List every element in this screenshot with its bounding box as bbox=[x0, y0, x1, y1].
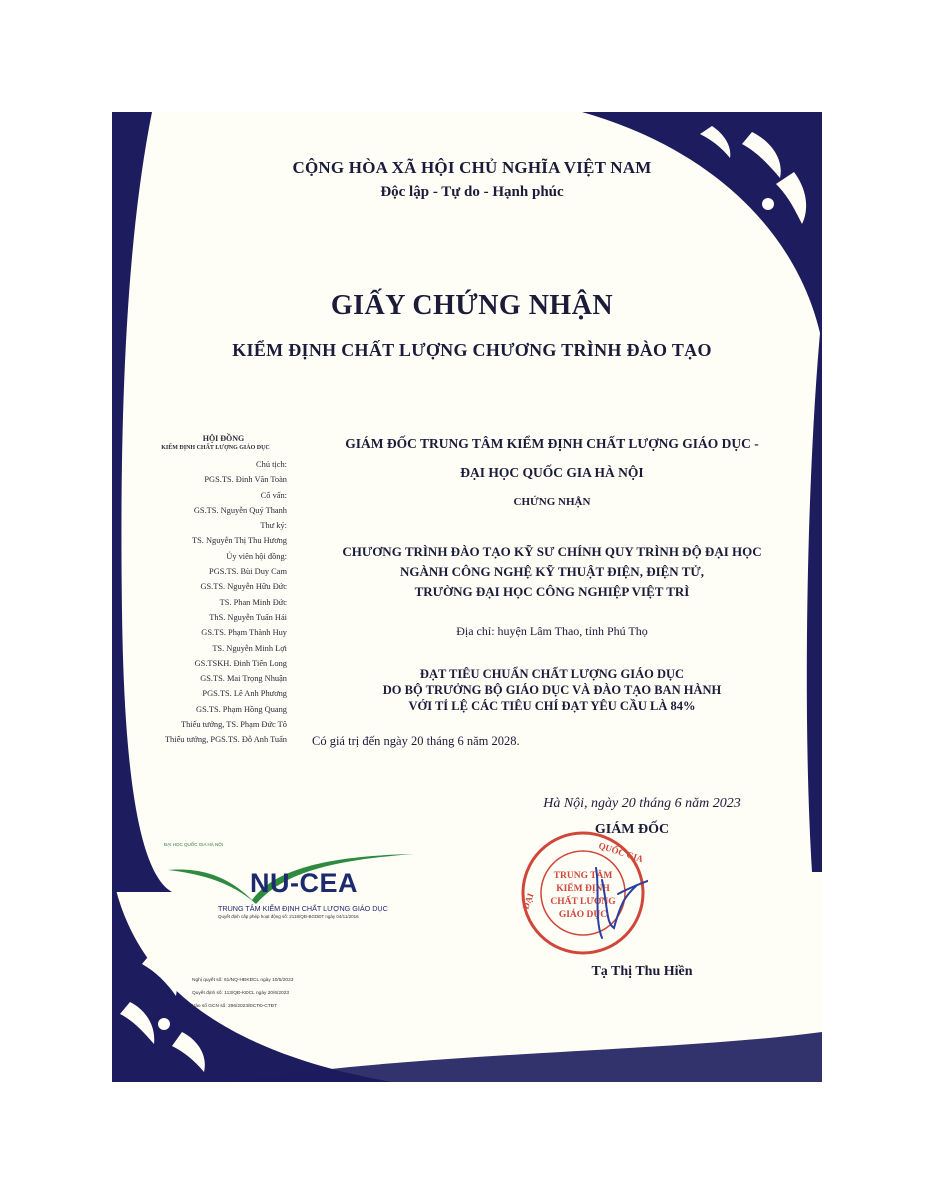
council-member: Thư ký: bbox=[260, 521, 287, 531]
council-member: TS. Phan Minh Đức bbox=[219, 597, 287, 607]
bottom-border-band bbox=[232, 1032, 822, 1082]
council-member: GS.TS. Nguyễn Hữu Đức bbox=[200, 582, 287, 592]
council-list bbox=[120, 434, 287, 748]
official-seal bbox=[518, 828, 648, 958]
council-member: Thiếu tướng, PGS.TS. Đỗ Anh Tuấn bbox=[164, 735, 287, 745]
standard-line: ĐẠT TIÊU CHUẨN CHẤT LƯỢNG GIÁO DỤC bbox=[419, 667, 685, 681]
reference-notes bbox=[192, 974, 442, 1013]
note-line: Nghị quyết số: 61/NQ-HĐKĐCL ngày 10/5/2023 bbox=[192, 978, 294, 983]
signer-position: GIÁM ĐỐC bbox=[594, 822, 670, 837]
seal-line: CHẤT LƯỢNG bbox=[550, 897, 616, 907]
certificate-title: GIẤY CHỨNG NHẬN bbox=[330, 290, 614, 321]
program-line: CHƯƠNG TRÌNH ĐÀO TẠO KỸ SƯ CHÍNH QUY TRÌNH ĐỘ ĐẠI HỌC bbox=[342, 544, 762, 559]
council-member: Chủ tịch: bbox=[256, 460, 287, 469]
address: Địa chỉ: huyện Lâm Thao, tỉnh Phú Thọ bbox=[456, 624, 648, 638]
seal-ring-text: QUỐC GIA bbox=[597, 840, 645, 865]
program-line: TRƯỜNG ĐẠI HỌC CÔNG NGHIỆP VIỆT TRÌ bbox=[414, 584, 690, 599]
note-line: Quyết định số: 113/QĐ-KĐCL ngày 20/6/2023 bbox=[192, 991, 290, 996]
certifies-label: CHỨNG NHẬN bbox=[513, 496, 591, 508]
council-member: PGS.TS. Bùi Duy Cam bbox=[209, 567, 287, 577]
note-line: Vào sổ GCN số: 296/2023/ĐCTĐ-CTĐT bbox=[192, 1004, 278, 1009]
standard-line: VỚI TỈ LỆ CÁC TIÊU CHÍ ĐẠT YÊU CẦU LÀ 84% bbox=[408, 699, 696, 713]
certificate-subtitle: KIỂM ĐỊNH CHẤT LƯỢNG CHƯƠNG TRÌNH ĐÀO TẠO bbox=[232, 340, 712, 360]
seal-line: TRUNG TÂM bbox=[553, 871, 613, 881]
program-name bbox=[302, 542, 802, 602]
council-subheading: KIỂM ĐỊNH CHẤT LƯỢNG GIÁO DỤC bbox=[161, 445, 270, 451]
standard-statement bbox=[302, 666, 802, 714]
seal-ring-text: ĐẠI bbox=[520, 891, 536, 911]
place-date: Hà Nội, ngày 20 tháng 6 năm 2023 bbox=[543, 796, 741, 811]
seal-line: GIÁO DỤC bbox=[558, 910, 608, 920]
national-motto: Độc lập - Tự do - Hạnh phúc bbox=[380, 184, 564, 200]
council-member: Cố vấn: bbox=[260, 490, 287, 500]
right-border-band bbox=[807, 312, 822, 872]
logo-parent-org: ĐẠI HỌC QUỐC GIA HÀ NỘI bbox=[164, 842, 224, 847]
signer-name: Tạ Thị Thu Hiền bbox=[591, 964, 693, 979]
council-member: GS.TS. Phạm Thành Huy bbox=[201, 628, 287, 638]
council-member: GS.TSKH. Đinh Tiến Long bbox=[194, 658, 287, 668]
logo-brand: NU-CEA bbox=[250, 868, 358, 898]
country-name: CỘNG HÒA XÃ HỘI CHỦ NGHĨA VIỆT NAM bbox=[292, 158, 652, 177]
issuer-organization: ĐẠI HỌC QUỐC GIA HÀ NỘI bbox=[460, 465, 644, 480]
council-member: TS. Nguyễn Minh Lợi bbox=[212, 643, 287, 653]
issuer-title: GIÁM ĐỐC TRUNG TÂM KIỂM ĐỊNH CHẤT LƯỢNG GIÁO DỤC - bbox=[345, 436, 759, 451]
logo-subtitle: TRUNG TÂM KIỂM ĐỊNH CHẤT LƯỢNG GIÁO DỤC bbox=[218, 904, 388, 913]
standard-line: DO BỘ TRƯỞNG BỘ GIÁO DỤC VÀ ĐÀO TẠO BAN HÀNH bbox=[382, 683, 722, 697]
council-member: GS.TS. Mai Trọng Nhuận bbox=[200, 674, 287, 684]
council-member: PGS.TS. Đinh Văn Toàn bbox=[204, 475, 287, 485]
council-member: PGS.TS. Lê Anh Phương bbox=[202, 689, 287, 699]
program-line: NGÀNH CÔNG NGHỆ KỸ THUẬT ĐIỆN, ĐIỆN TỬ, bbox=[400, 564, 704, 579]
council-heading: HỘI ĐỒNG bbox=[202, 434, 245, 443]
council-member: GS.TS. Nguyễn Quý Thanh bbox=[193, 505, 287, 515]
nucea-logo bbox=[164, 842, 434, 922]
seal-line: KIỂM ĐỊNH bbox=[556, 884, 610, 894]
council-member: GS.TS. Phạm Hồng Quang bbox=[196, 704, 287, 714]
logo-license: Quyết định cấp phép hoạt động số: 2118/QĐ-BGDĐT ngày 04/11/2016 bbox=[218, 914, 359, 919]
certificate bbox=[112, 112, 822, 1082]
council-member: TS. Nguyễn Thị Thu Hương bbox=[192, 536, 287, 546]
council-member: Thiếu tướng, TS. Phạm Đức Tô bbox=[180, 720, 287, 730]
council-member: ThS. Nguyễn Tuấn Hải bbox=[209, 612, 287, 622]
validity: Có giá trị đến ngày 20 tháng 6 năm 2028. bbox=[312, 734, 520, 748]
council-member: Ủy viên hội đồng: bbox=[226, 551, 287, 561]
